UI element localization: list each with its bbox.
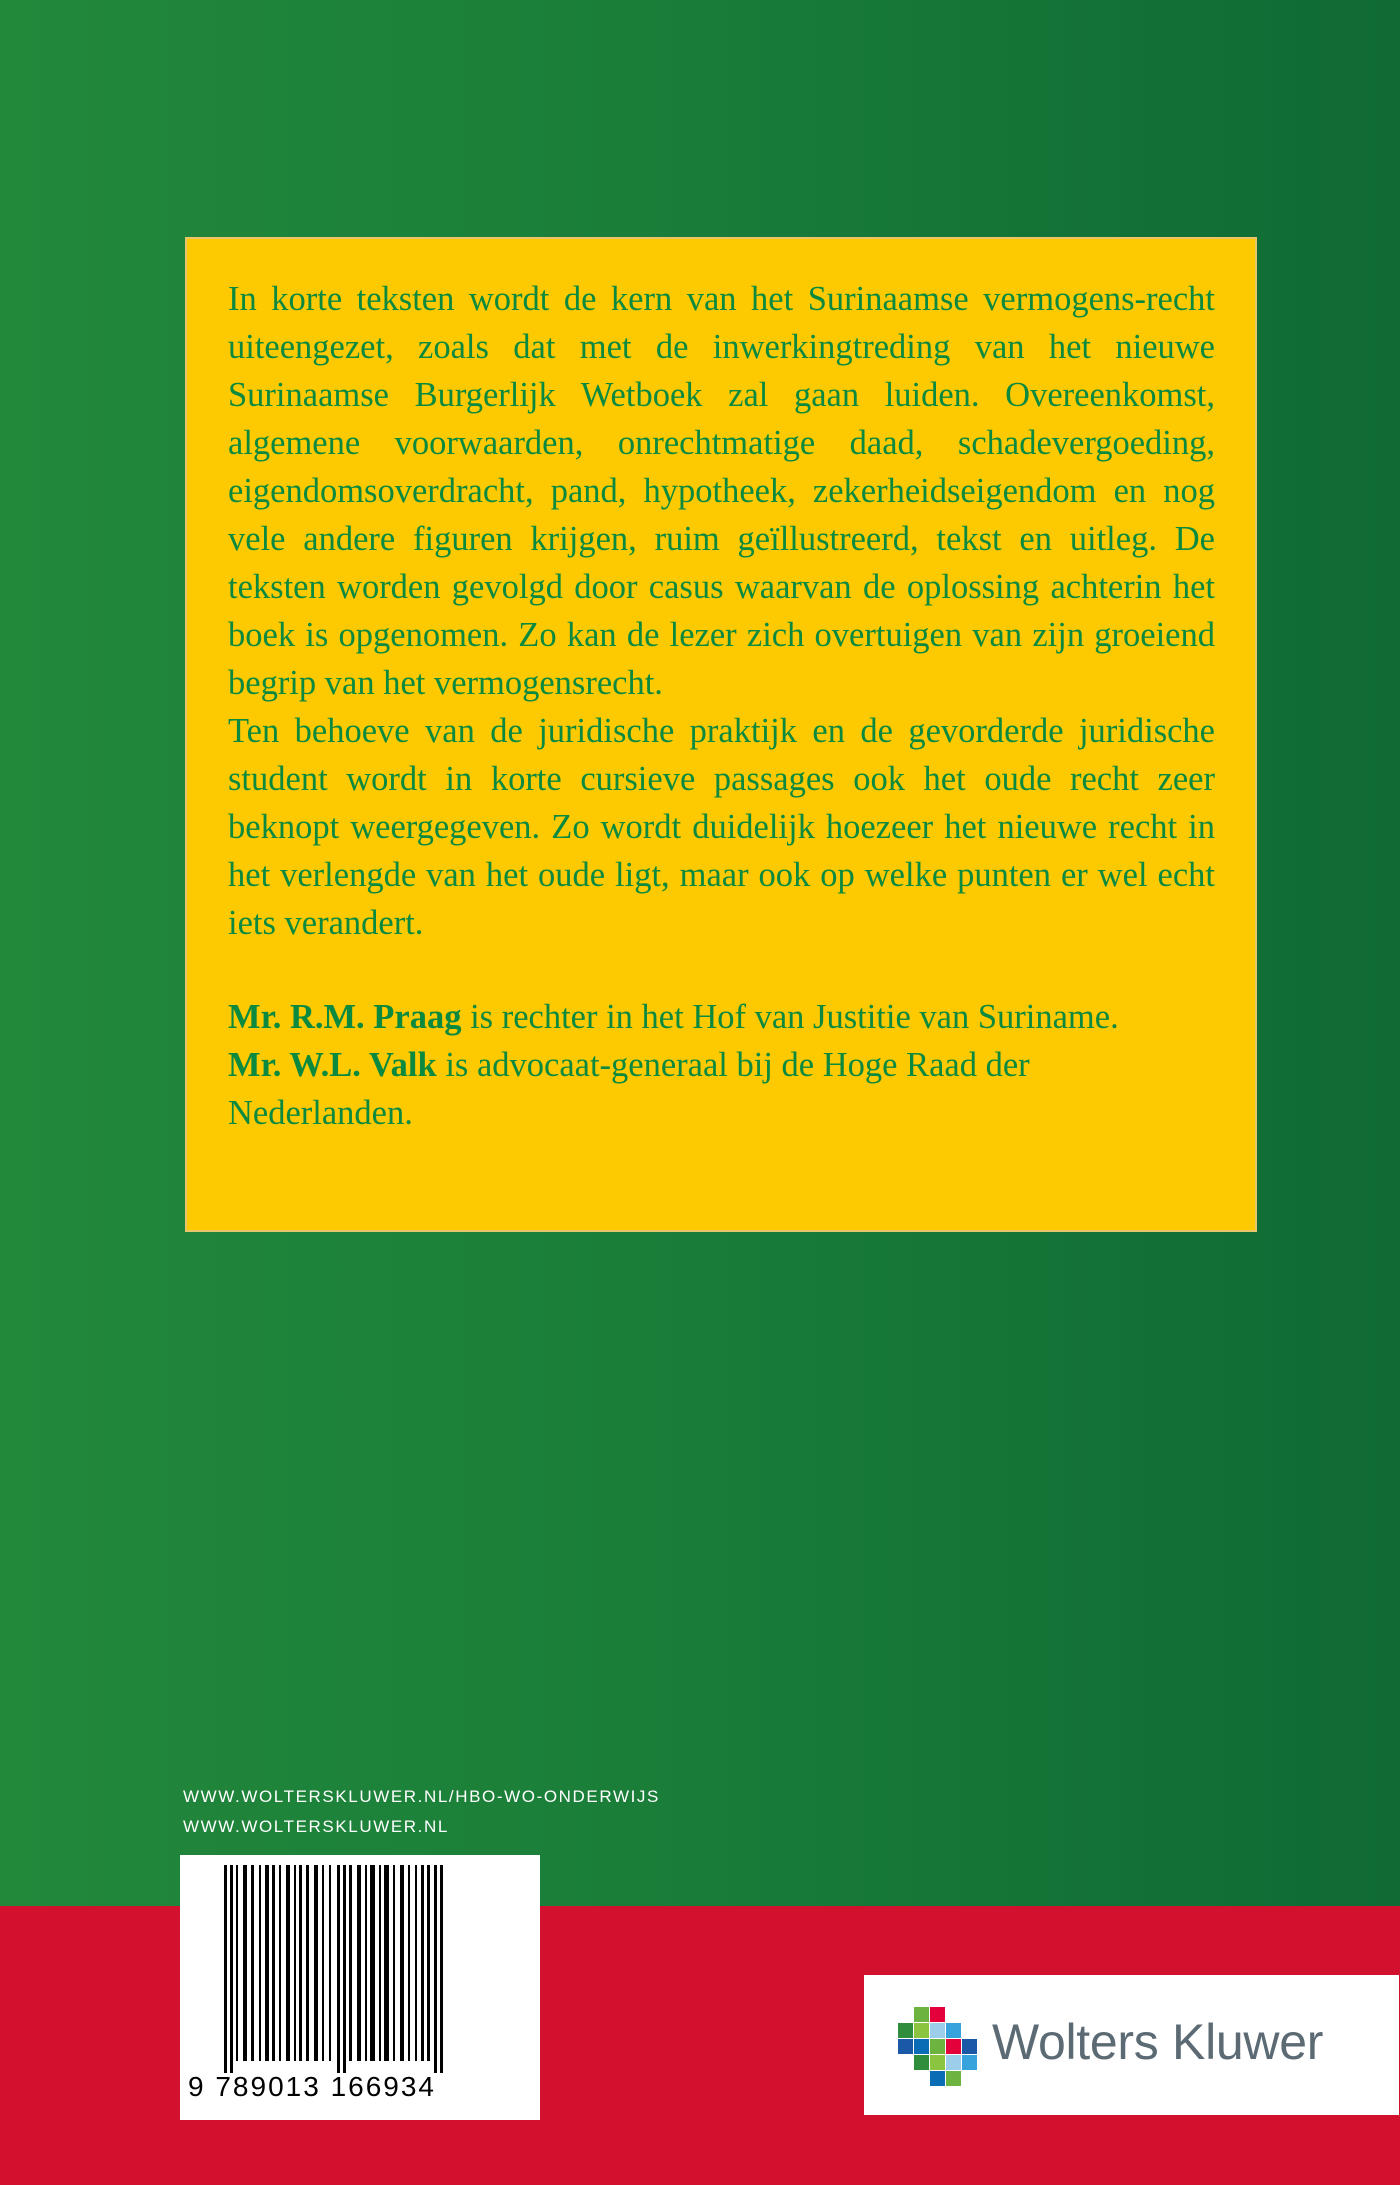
- publisher-logo: [864, 1975, 1399, 2115]
- author-role: is rechter in het Hof van Justitie van Suriname.: [461, 998, 1119, 1036]
- blurb-box: [185, 237, 1257, 1232]
- author-bios: [228, 993, 1215, 1137]
- author-name: Mr. R.M. Praag: [228, 998, 462, 1036]
- blurb-paragraph-2: Ten behoeve van de juridische praktijk en de gevorderde juridische student wordt in korte cursieve passages ook het oude recht zeer beknopt weergegeven. Zo wordt duidelijk hoezeer het nieuwe recht in het verlengde van het oude ligt, maar ook op welke punten er wel echt iets verandert.: [228, 712, 1215, 942]
- author-name: Mr. W.L. Valk: [228, 1046, 437, 1084]
- barcode-bars: [222, 1865, 498, 2073]
- isbn-barcode: [180, 1855, 540, 2120]
- publisher-name: Wolters Kluwer: [992, 2014, 1324, 2070]
- url-line: WWW.WOLTERSKLUWER.NL/HBO-WO-ONDERWIJS: [183, 1787, 660, 1806]
- publisher-urls: [183, 1782, 660, 1842]
- blurb-paragraph-1: In korte teksten wordt de kern van het Surinaamse vermogens-recht uiteengezet, zoals dat met de inwerkingtreding van het nieuwe Surinaamse Burgerlijk Wetboek zal gaan luiden. Overeenkomst, algemene voorwaarden, onrechtmatige daad, schadevergoeding, eigendomsoverdracht, pand, hypotheek, zekerheidseigendom en nog vele andere figuren krijgen, ruim geïllustreerd, tekst en uitleg. De teksten worden gevolgd door casus waarvan de oplossing achterin het boek is opgenomen. Zo kan de lezer zich overtuigen van zijn groeiend begrip van het vermogensrecht.: [228, 280, 1215, 702]
- wolters-kluwer-mosaic-icon: [898, 2007, 978, 2087]
- author-bio: [228, 1041, 1215, 1137]
- author-bio: [228, 993, 1215, 1041]
- author-role: is advocaat-generaal bij de Hoge Raad der Nederlanden.: [228, 1046, 1030, 1132]
- url-line: WWW.WOLTERSKLUWER.NL: [183, 1817, 449, 1836]
- isbn-number: 9 789013 166934: [188, 2071, 436, 2102]
